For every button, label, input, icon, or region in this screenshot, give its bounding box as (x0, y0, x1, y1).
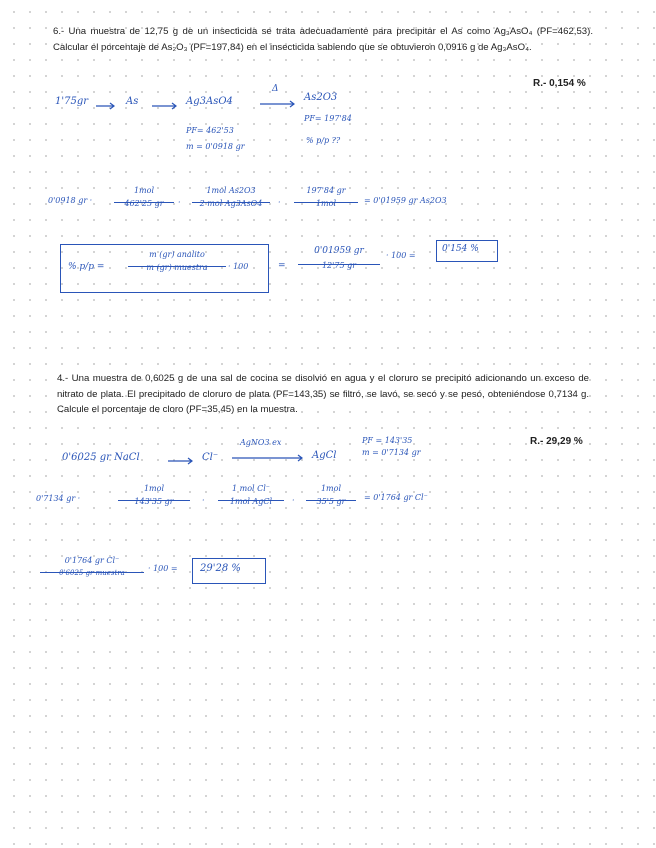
p6-formula-den: m (gr) muestra (146, 263, 208, 272)
p6-formula-num: m (gr) analito (149, 250, 205, 259)
p6-result-1: = 0'01959 gr As2O3 (364, 196, 447, 205)
arrow-icon (152, 103, 178, 109)
p4-pct-mul: · 100 = (148, 564, 178, 573)
p6-factor-2 (192, 186, 270, 208)
problem-4-answer: R.- 29,29 % (530, 436, 583, 447)
p4-factor-1-den: 143'35 gr (134, 497, 174, 506)
p6-eq: = (278, 261, 286, 271)
p6-sub-mul: · 100 = (386, 251, 416, 260)
p4-pct-num: 0'1764 gr Cl⁻ (64, 556, 120, 565)
p4-start: 0'7134 gr · (36, 494, 81, 503)
problem-6-answer: R.- 0,154 % (533, 78, 586, 89)
dot-separator: · (278, 198, 281, 207)
p4-pf: PF = 143'35 (362, 436, 413, 445)
p6-pp: % p/p ?? (306, 136, 341, 145)
p6-delta: Δ (272, 84, 279, 94)
p6-factor-1-num: 1mol (133, 186, 155, 195)
p4-agcl: AgCl (312, 450, 337, 461)
p6-factor-1 (114, 186, 174, 208)
p4-result-1: = 0'1764 gr Cl⁻ (364, 493, 428, 502)
p6-result: 0'154 % (442, 244, 479, 254)
dot-separator: · (202, 496, 205, 505)
p4-m: m = 0'7134 gr (362, 448, 421, 457)
p4-factor-1-num: 1mol (143, 484, 165, 493)
problem-4-statement: 4.- Una muestra de 0,6025 g de una sal de cocina se disolvió en agua y el cloruro se precipitó adicionando un exceso de nitrato de plata. El precipitado de cloruro de plata (PF=143,35) se filtró, se lavó, se secó y se pesó, obteniéndose 0,7134 g. Calcule el porcentaje de cloro (PF=35,45) en la muestra. (57, 373, 589, 415)
p4-factor-3-den: 35'5 gr (316, 497, 346, 506)
p6-factor-2-den: 2 mol Ag3AsO4 (199, 199, 263, 208)
p6-sub-den: 12'75 gr (321, 261, 357, 270)
p6-factor-3 (294, 186, 358, 208)
p6-factor-1-den: 462'25 gr (124, 199, 164, 208)
p6-pf1: PF= 462'53 (186, 126, 234, 135)
p4-factor-3 (306, 484, 356, 506)
p4-factor-2 (218, 484, 284, 506)
p6-pf2: PF= 197'84 (304, 114, 352, 123)
p4-factor-2-den: 1mol AgCl (229, 497, 273, 506)
p6-factor-3-den: 1mol (315, 199, 337, 208)
p6-start: 0'0918 gr · (48, 196, 93, 205)
p6-as2o3: As2O3 (304, 92, 338, 103)
p6-formula-mul: · 100 (228, 262, 249, 271)
arrow-icon (260, 101, 296, 107)
p4-result: 29'28 % (200, 563, 241, 574)
dot-separator: · (178, 198, 181, 207)
p6-sub-frac (298, 246, 380, 270)
p6-formula-frac (128, 250, 226, 272)
p6-mass: 1'75gr (55, 96, 89, 107)
p4-pct-den: 0'6025 gr muestra (59, 569, 125, 577)
p4-factor-1 (118, 484, 190, 506)
p6-factor-2-num: 1mol As2O3 (206, 186, 256, 195)
p4-reagent: AgNO3 ex (240, 438, 282, 447)
p4-factor-2-num: 1 mol Cl⁻ (231, 484, 271, 493)
p6-formula-lhs: % p/p = (68, 262, 105, 272)
p6-sub-num: 0'01959 gr (314, 246, 364, 256)
p4-factor-3-num: 1mol (320, 484, 342, 493)
p4-mass: 0'6025 gr NaCl (62, 452, 140, 463)
p6-m1: m = 0'0918 gr (186, 142, 245, 151)
arrow-icon (168, 458, 194, 464)
p6-ag3aso4: Ag3AsO4 (186, 96, 233, 107)
p6-factor-3-num: 197'84 gr (306, 186, 346, 195)
problem-6-statement: 6.- Una muestra de 12,75 g de un insecticida se trata adecuadamente para precipitar el As como Ag₃AsO₄ (PF=462,53). Calcular el porcentaje de As₂O₃ (PF=197,84) en el insecticida sabiendo que se obtuvieron 0,0916 g de Ag₃AsO₄. (53, 26, 593, 53)
arrow-icon (232, 455, 304, 461)
p4-pct-frac (40, 556, 144, 577)
dot-separator: · (292, 496, 295, 505)
p4-cl: Cl⁻ (202, 452, 219, 463)
arrow-icon (96, 103, 116, 109)
p6-as: As (126, 96, 139, 107)
